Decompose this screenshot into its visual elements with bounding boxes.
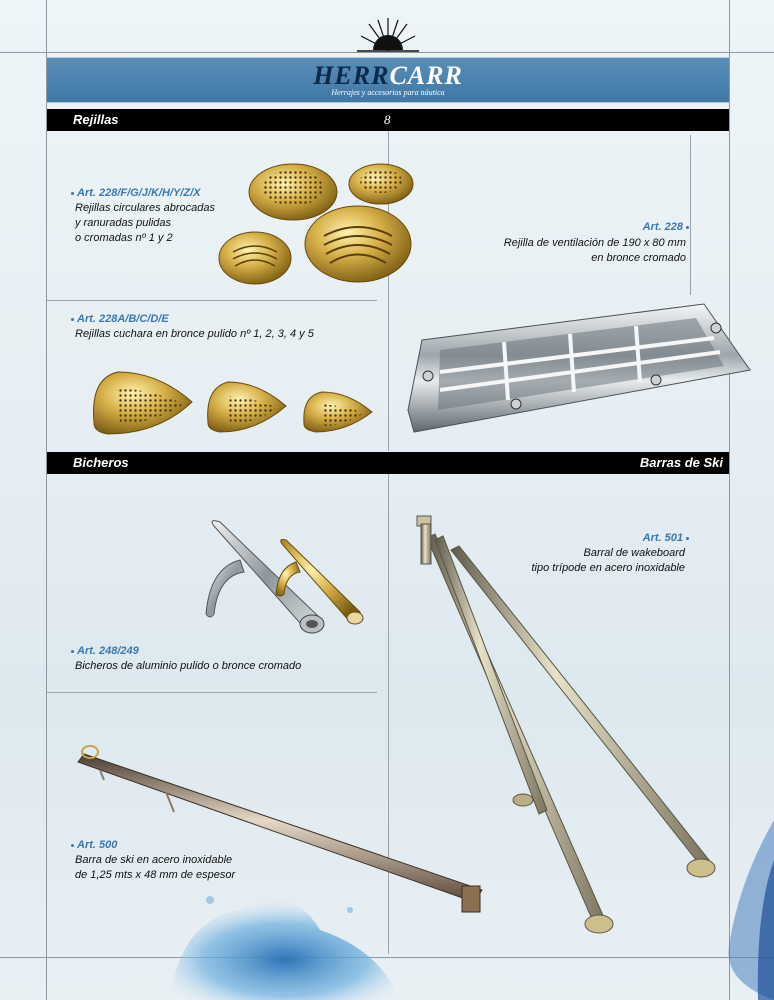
product-description: Rejillas circulares abrocadas y ranuradas pulidas o cromadas nº 1 y 2: [75, 202, 216, 244]
product-code: Art. 500: [68, 839, 117, 851]
section-title-right: Barras de Ski: [639, 455, 723, 470]
product-description: Rejillas cuchara en bronce pulido nº 1, 2, 3, 4 y 5: [75, 328, 314, 340]
product-code: Art. 501: [520, 532, 692, 544]
water-splash-image: [150, 860, 410, 1000]
product-description: Bicheros de aluminio pulido o bronce cromado: [75, 660, 302, 672]
product-code: Art. 228: [520, 221, 692, 233]
brand-logo: HERRCARR: [313, 61, 463, 90]
product-code: Art. 228A/B/C/D/E: [68, 313, 169, 325]
circular-grilles-image: [218, 160, 418, 285]
page-number: 8: [384, 112, 391, 127]
compass-rose-icon: [357, 16, 419, 54]
product-description: Barra de ski en acero inoxidable de 1,25 mts x 48 mm de espesor: [75, 854, 236, 881]
product-code: Art. 248/249: [68, 645, 139, 657]
panel-edge-line: [690, 135, 691, 295]
boat-hooks-image: [200, 518, 368, 638]
section-title: Rejillas: [73, 112, 119, 127]
panel-divider-lower: [47, 692, 377, 693]
product-code: Art. 228/F/G/J/K/H/Y/Z/X: [68, 187, 200, 199]
crop-guide-left: [46, 0, 47, 1000]
section-title-left: Bicheros: [73, 455, 129, 470]
water-splash-right-image: [700, 820, 774, 1000]
scoop-vents-image: [88, 368, 378, 440]
section-bar-rejillas: [47, 109, 729, 131]
rectangular-grille-image: [404, 300, 752, 438]
brand-banner: [47, 57, 729, 103]
panel-divider: [47, 300, 377, 301]
product-description: Barral de wakeboard tipo trípode en acero inoxidable: [531, 547, 685, 574]
brand-tagline: Herrajes y accesorios para náutica: [331, 88, 445, 97]
product-description: Rejilla de ventilación de 190 x 80 mm en bronce cromado: [503, 237, 686, 264]
section-bar-bicheros: [47, 452, 729, 474]
